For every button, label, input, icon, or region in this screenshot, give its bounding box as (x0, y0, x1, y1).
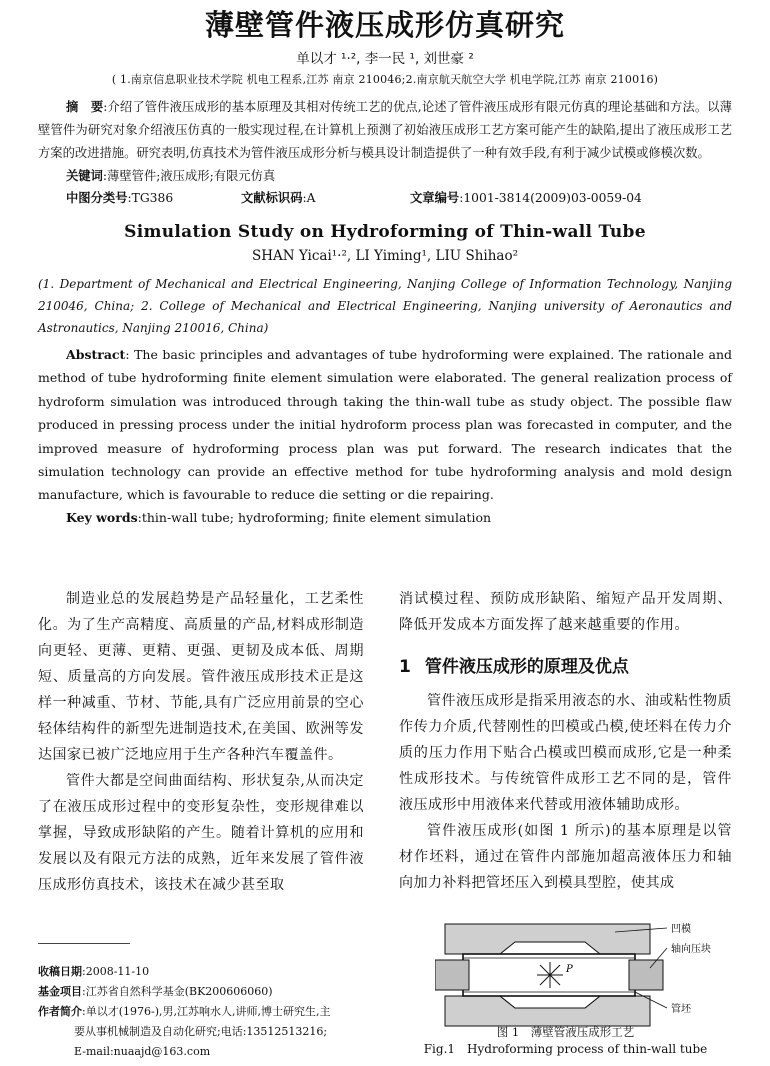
title-en: Simulation Study on Hydroforming of Thin-wall Tube (124, 222, 646, 242)
article-value: :1001-3814(2009)03-0059-04 (459, 191, 642, 205)
body-paragraph: 管件液压成形(如图 1 所示)的基本原理是以管材作坯料，通过在管件内部施加超高液体压力和轴向加力补料把管坯压入到模具型腔，使其成 (399, 823, 732, 891)
authors-cn: 单以才 ¹·², 李一民 ¹, 刘世豪 ² (296, 51, 474, 67)
figure-caption-cn: 图 1 薄壁管液压成形工艺 (496, 1025, 635, 1039)
keywords-cn (38, 165, 732, 187)
fund-value: :江苏省自然科学基金(BK200606060) (82, 985, 273, 998)
affiliation-cn: ( 1.南京信息职业技术学院 机电工程系,江苏 南京 210046;2.南京航天航空大学 机电学院,江苏 南京 210016) (111, 73, 659, 86)
author-value: :单以才(1976-),男,江苏响水人,讲师,博士研究生,主 (82, 1005, 331, 1018)
keywords-en-label: Key words (66, 509, 138, 525)
body-columns (38, 586, 732, 1066)
clc-value: :TG386 (127, 191, 174, 205)
doc-label: 文献标识码 (241, 191, 303, 205)
figure-hydroforming-diagram (435, 920, 735, 1030)
body-paragraph: 管件大都是空间曲面结构、形状复杂,从而决定了在液压成形过程中的变形复杂性，变形规律难以掌握，导致成形缺陷的产生。随着计算机的应用和发展以及有限元方法的成熟，近年来发展了管件液压成形仿真技术，该技术在减少甚至取 (38, 773, 364, 893)
figure-caption-en: Fig.1 Hydroforming process of thin-wall tube (423, 1042, 708, 1056)
body-right-column (399, 586, 732, 1056)
abstract-en (38, 343, 732, 507)
keywords-cn-label: 关键词 (66, 169, 103, 183)
title-cn: 薄壁管件液压成形仿真研究 (204, 8, 565, 42)
abstract-en-label: Abstract (66, 347, 126, 362)
received-label: 收稿日期 (38, 965, 82, 978)
footnote-email: E-mail:nuaajd@163.com (74, 1045, 211, 1058)
doc-value: :A (302, 191, 316, 205)
punch-label: 轴向压块 (671, 944, 711, 955)
affiliation-en: (1. Department of Mechanical and Electrical Engineering, Nanjing College of Information Technology, Nanjing 210046, China; 2. College of Mechanical and Electrical Engineering, Nanjing university of Aeronautics and Astronautics, Nanjing 210016, China) (38, 277, 732, 335)
doc-code (241, 187, 316, 209)
tube-label: 管坯 (671, 1004, 691, 1015)
body-paragraph: 管件液压成形是指采用液态的水、油或粘性物质作传力介质,代替刚性的凹模或凸模,使坯料在传力介质的压力作用下贴合凸模或凹模而成形,它是一种柔性成形技术。与传统管件成形工艺不同的是，管件液压成形中用液体来代替或用液体辅助成形。 (399, 693, 732, 813)
left-axial-punch (435, 960, 469, 990)
abstract-cn-label: 摘 要 (66, 100, 104, 114)
right-axial-punch (629, 960, 663, 990)
keywords-cn-text: :薄壁管件;液压成形;有限元仿真 (102, 169, 276, 183)
footnotes (38, 962, 368, 1062)
article-number (410, 187, 642, 209)
abstract-cn (38, 96, 732, 165)
section-title: 管件液压成形的原理及优点 (424, 657, 629, 677)
author-label: 作者简介 (38, 1005, 82, 1018)
authors-en: SHAN Yicai¹·², LI Yiming¹, LIU Shihao² (251, 248, 519, 264)
footnote-rule (38, 943, 130, 944)
upper-die (445, 924, 650, 954)
footnote-fund (38, 982, 368, 1002)
received-value: :2008-11-10 (82, 965, 150, 978)
body-left-column (38, 586, 364, 1058)
footnote-author-cont: 要从事机械制造及自动化研究;电话:13512513216; (74, 1025, 328, 1038)
pressure-label: P (566, 964, 573, 975)
abstract-en-text: : The basic principles and advantages of tube hydroforming were explained. The rationale and method of tube hydroforming finite element simulation were elaborated. The general realization process of hydroform simulation was introduced through taking the thin-wall tube as study object. The possible flaw produced in pressing process under the initial hydroform process plan was forecasted in computer, and the improved measure of hydroforming process plan was put forward. The research indicates that the simulation technology can provide an effective method for tube hydroforming analysis and mold design manufacture, which is favourable to reduce die setting or die repairing. (38, 347, 732, 503)
abstract-cn-text: :介绍了管件液压成形的基本原理及其相对传统工艺的优点,论述了管件液压成形有限元仿真的理论基础和方法。以薄壁管件为研究对象介绍液压仿真的一般实现过程,在计算机上预测了初始液压成形工艺方案可能产生的缺陷,提出了液压成形工艺方案的改进措施。研究表明,仿真技术为管件液压成形分析与模具设计制造提供了一种有效手段,有利于减少试模或修模次数。 (38, 100, 732, 160)
section-number: 1 (399, 657, 411, 677)
body-paragraph: 消试模过程、预防成形缺陷、缩短产品开发周期、降低开发成本方面发挥了越来越重要的作用。 (399, 591, 732, 633)
article-label: 文章编号 (410, 191, 460, 205)
section-heading (399, 652, 732, 682)
body-paragraph: 制造业总的发展趋势是产品轻量化，工艺柔性化。为了生产高精度、高质量的产品,材料成形制造向更轻、更薄、更精、更强、更韧及成本低、周期短、质量高的方向发展。管件液压成形技术正是这样一种减重、节材、节能,具有广泛应用前景的空心轻体结构件的新型先进制造技术,在美国、欧洲等发达国家已被广泛地应用于生产各种汽车覆盖件。 (38, 591, 364, 763)
pressure-symbol (537, 962, 563, 988)
footnote-received (38, 962, 368, 982)
clc-label: 中图分类号 (66, 191, 128, 205)
fund-label: 基金项目 (38, 985, 82, 998)
keywords-en-text: :thin-wall tube; hydroforming; finite element simulation (137, 509, 492, 525)
classification-row (38, 187, 732, 209)
clc-number (66, 187, 173, 209)
keywords-en (38, 507, 732, 529)
footnote-author (38, 1002, 368, 1022)
die-label: 凹模 (671, 924, 691, 935)
